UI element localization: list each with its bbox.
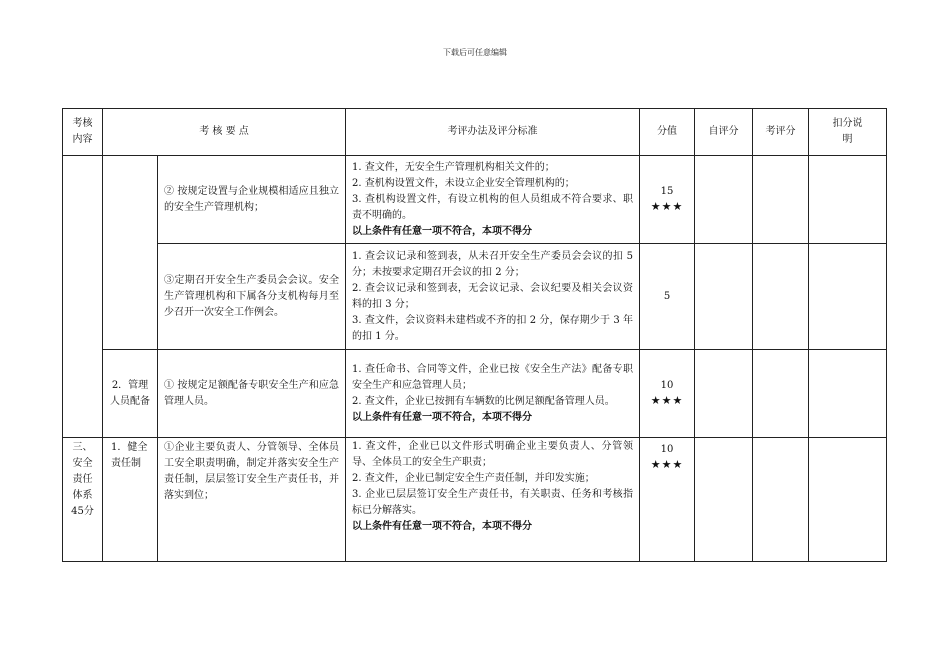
self-score-cell[interactable] bbox=[695, 438, 753, 562]
criteria-cell bbox=[346, 156, 640, 244]
score-value: 15 bbox=[660, 186, 674, 197]
assessment-table bbox=[62, 108, 887, 562]
criteria-line: 2. 查会议记录和签到表，无会议记录、会议纪要及相关会议资料的扣 3 分； bbox=[352, 282, 634, 310]
header-method: 考评办法及评分标准 bbox=[346, 109, 640, 156]
header-score: 分值 bbox=[640, 109, 695, 156]
deduct-note-cell[interactable] bbox=[809, 244, 887, 350]
criteria-note: 以上条件有任意一项不符合，本项不得分 bbox=[352, 225, 533, 237]
criteria-line: 1. 查文件，企业已以文件形式明确企业主要负责人、分管领导、全体员工的安全生产职责； bbox=[352, 441, 634, 468]
header-deduct: 扣分说明 bbox=[809, 109, 887, 156]
criteria-cell bbox=[346, 350, 640, 438]
criteria-line: 1. 查任命书、合同等文件，企业已按《安全生产法》配备专职安全生产和应急管理人员； bbox=[352, 363, 634, 391]
criteria-cell bbox=[346, 438, 640, 562]
criteria-line: 1. 查会议记录和签到表，从未召开安全生产委员会会议的扣 5 分；未按要求定期召开会议的扣 2 分； bbox=[352, 250, 634, 278]
self-score-cell[interactable] bbox=[695, 244, 753, 350]
eval-score-cell[interactable] bbox=[753, 156, 809, 244]
criteria-line: 2. 查文件，企业已按拥有车辆数的比例足额配备管理人员。 bbox=[352, 395, 615, 407]
star-rating: ★★★ bbox=[650, 394, 684, 407]
point-cell: ② 按规定设置与企业规模相适应且独立的安全生产管理机构； bbox=[158, 156, 346, 244]
criteria-line: 3. 查机构设置文件，有设立机构的但人员组成不符合要求、职责不明确的。 bbox=[352, 193, 634, 221]
star-rating: ★★★ bbox=[650, 458, 684, 471]
point-cell: ①企业主要负责人、分管领导、全体员工安全职责明确，制定并落实安全生产责任制，层层签订安全生产责任书，并落实到位； bbox=[158, 438, 346, 562]
subitem-cell: 2．管理人员配备 bbox=[103, 350, 158, 438]
score-cell bbox=[640, 156, 695, 244]
deduct-note-cell[interactable] bbox=[809, 350, 887, 438]
deduct-note-cell[interactable] bbox=[809, 438, 887, 562]
header-points: 考 核 要 点 bbox=[103, 109, 346, 156]
star-rating: ★★★ bbox=[650, 200, 684, 213]
criteria-cell bbox=[346, 244, 640, 350]
eval-score-cell[interactable] bbox=[753, 244, 809, 350]
table-row bbox=[63, 156, 887, 244]
deduct-note-cell[interactable] bbox=[809, 156, 887, 244]
criteria-note: 以上条件有任意一项不符合，本项不得分 bbox=[352, 411, 533, 423]
table-row bbox=[63, 438, 887, 562]
content-cell: 三、安全责任体系45分 bbox=[63, 438, 103, 562]
criteria-line: 3. 查文件，会议资料未建档或不齐的扣 2 分，保存期少于 3 年的扣 1 分。 bbox=[352, 314, 634, 342]
score-cell bbox=[640, 350, 695, 438]
score-value: 5 bbox=[663, 290, 671, 302]
self-score-cell[interactable] bbox=[695, 350, 753, 438]
criteria-line: 2. 查文件，企业已制定安全生产责任制，并印发实施； bbox=[352, 473, 595, 484]
table-row bbox=[63, 244, 887, 350]
criteria-line: 1. 查文件，无安全生产管理机构相关文件的； bbox=[352, 161, 555, 173]
criteria-note: 以上条件有任意一项不符合，本项不得分 bbox=[352, 521, 533, 532]
subitem-cell-empty bbox=[103, 156, 158, 350]
point-cell: ③定期召开安全生产委员会会议。安全生产管理机构和下属各分支机构每月至少召开一次安全工作例会。 bbox=[158, 244, 346, 350]
score-value: 10 bbox=[660, 380, 674, 391]
header-eval-score: 考评分 bbox=[753, 109, 809, 156]
page-header-note: 下载后可任意编辑 bbox=[443, 48, 507, 57]
content-cell-empty bbox=[63, 156, 103, 438]
score-cell bbox=[640, 244, 695, 350]
criteria-line: 3. 企业已层层签订安全生产责任书，有关职责、任务和考核指标已分解落实。 bbox=[352, 489, 634, 516]
header-content: 考核内容 bbox=[63, 109, 103, 156]
score-cell bbox=[640, 438, 695, 562]
subitem-cell: 1．健全责任制 bbox=[103, 438, 158, 562]
header-self-score: 自评分 bbox=[695, 109, 753, 156]
self-score-cell[interactable] bbox=[695, 156, 753, 244]
point-cell: ① 按规定足额配备专职安全生产和应急管理人员。 bbox=[158, 350, 346, 438]
eval-score-cell[interactable] bbox=[753, 350, 809, 438]
eval-score-cell[interactable] bbox=[753, 438, 809, 562]
criteria-line: 2. 查机构设置文件，未设立企业安全管理机构的； bbox=[352, 177, 575, 189]
header-row bbox=[63, 109, 887, 156]
score-value: 10 bbox=[660, 444, 674, 455]
table-row bbox=[63, 350, 887, 438]
